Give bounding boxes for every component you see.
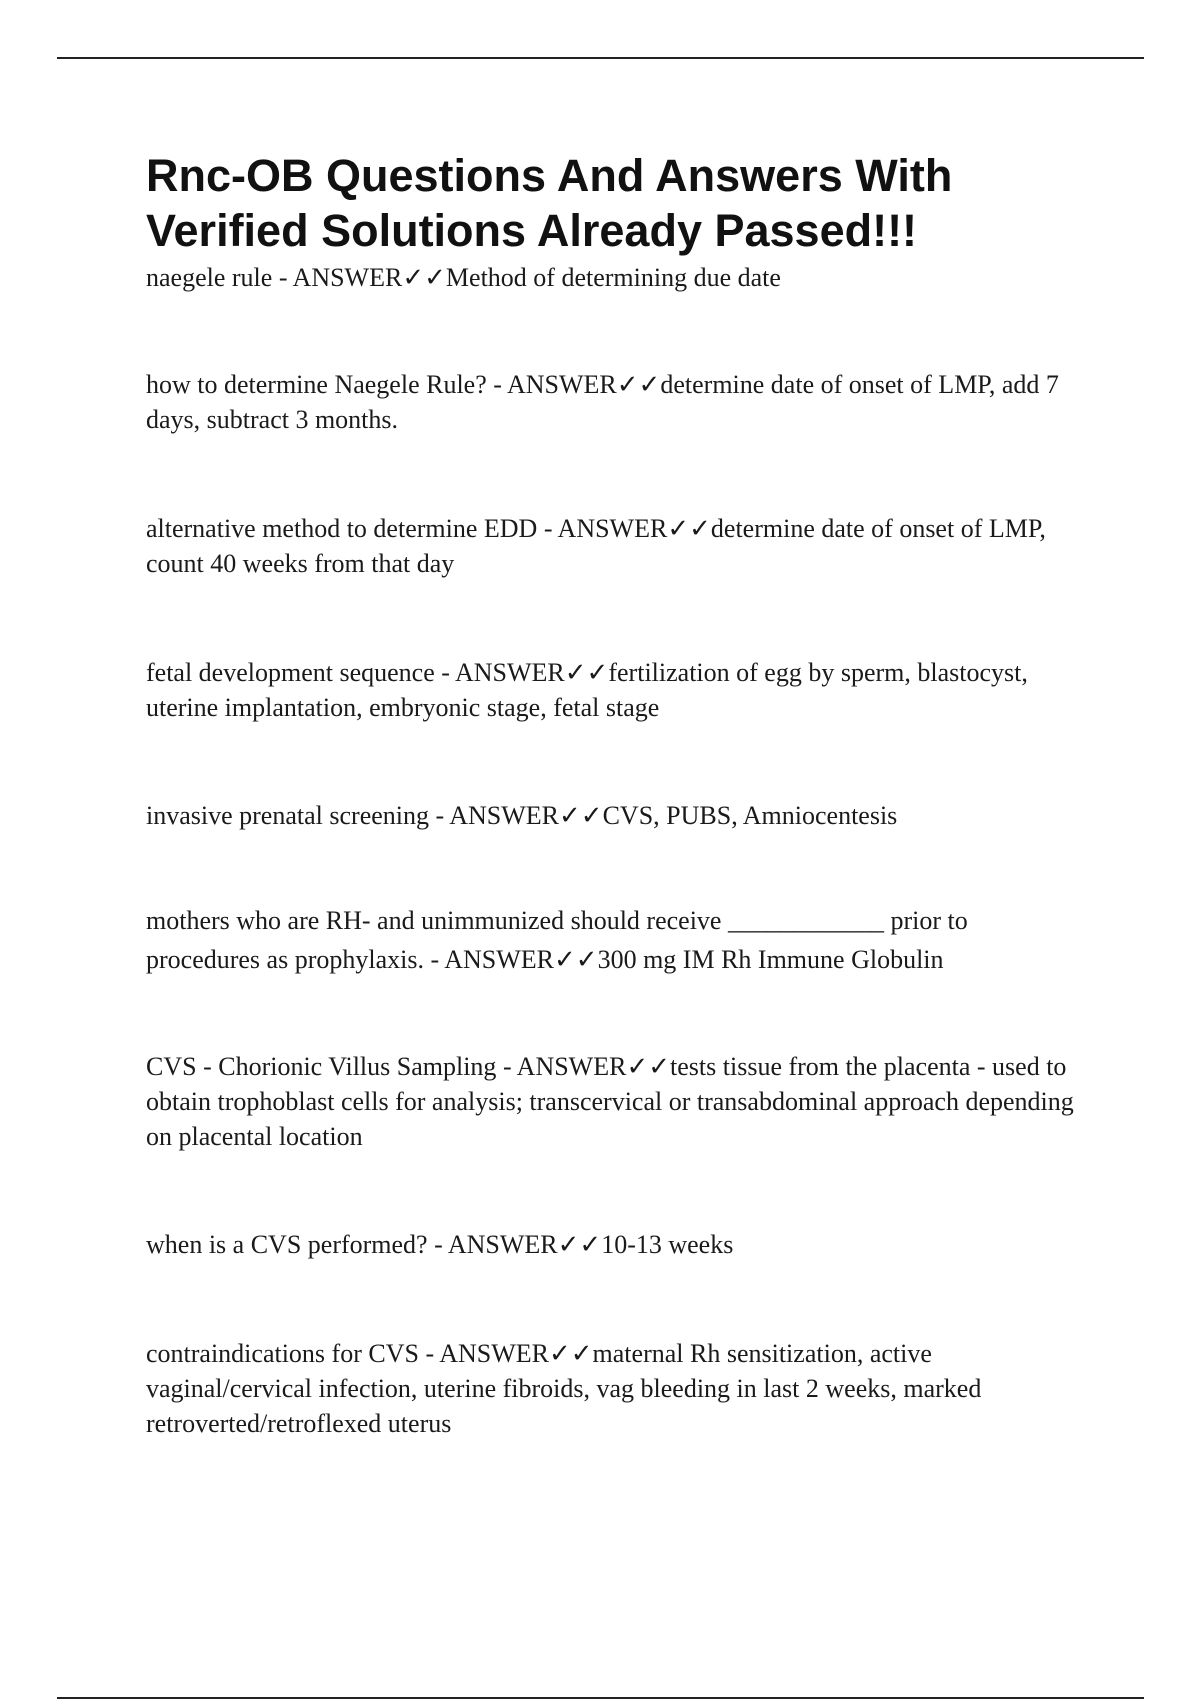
bottom-rule	[57, 1697, 1144, 1699]
document-header	[146, 148, 1086, 258]
separator: -	[429, 801, 450, 830]
separator: -	[427, 1230, 448, 1259]
question-text: contraindications for CVS	[146, 1339, 419, 1368]
separator: -	[434, 658, 455, 687]
question-text: naegele rule	[146, 263, 273, 292]
answer-text: tests tissue from the placenta - used to obtain trophoblast cells for analysis; transcervical or transabdominal approach depending on placental location	[146, 1052, 1074, 1151]
answer-marker: ANSWER✓✓	[557, 514, 711, 543]
answer-marker: ANSWER✓✓	[447, 1230, 602, 1259]
answer-text: Method of determining due date	[445, 263, 781, 292]
qa-item	[146, 901, 1086, 979]
answer-marker: ANSWER✓✓	[439, 1339, 593, 1368]
separator: -	[486, 370, 507, 399]
answer-text: fertilization of egg by sperm, blastocyst, uterine implantation, embryonic stage, fetal stage	[146, 658, 1028, 722]
question-text: how to determine Naegele Rule?	[146, 370, 487, 399]
answer-marker: ANSWER✓✓	[507, 370, 661, 399]
answer-text: 10-13 weeks	[601, 1230, 734, 1259]
answer-text: CVS, PUBS, Amniocentesis	[602, 801, 898, 830]
answer-marker: ANSWER✓✓	[449, 801, 603, 830]
qa-item	[146, 1336, 1086, 1441]
qa-item	[146, 655, 1086, 725]
separator: -	[537, 514, 558, 543]
separator: -	[418, 1339, 440, 1368]
answer-marker: ANSWER✓✓	[455, 658, 609, 687]
qa-item	[146, 260, 1086, 295]
answer-text: 300 mg IM Rh Immune Globulin	[597, 945, 944, 974]
question-text: mothers who are RH- and unimmunized should receive ____________ prior to procedures as prophylaxis.	[146, 906, 968, 974]
answer-text: determine date of onset of LMP, add 7 days, subtract 3 months.	[146, 370, 1059, 434]
question-text: invasive prenatal screening	[146, 801, 429, 830]
question-text: when is a CVS performed?	[146, 1230, 428, 1259]
qa-item	[146, 1049, 1086, 1154]
document-title: Rnc-OB Questions And Answers With Verified Solutions Already Passed!!!	[146, 150, 953, 256]
qa-item	[146, 1227, 1086, 1262]
question-text: alternative method to determine EDD	[146, 514, 538, 543]
answer-text: maternal Rh sensitization, active vaginal/cervical infection, uterine fibroids, vag bleeding in last 2 weeks, marked retroverted/retroflexed uterus	[146, 1339, 982, 1438]
question-text: CVS - Chorionic Villus Sampling	[146, 1052, 497, 1081]
answer-marker: ANSWER✓✓	[516, 1052, 671, 1081]
separator: -	[423, 945, 445, 974]
question-text: fetal development sequence	[146, 658, 435, 687]
top-rule	[57, 57, 1144, 59]
separator: -	[272, 263, 293, 292]
answer-text: determine date of onset of LMP, count 40 weeks from that day	[146, 514, 1046, 578]
separator: -	[496, 1052, 517, 1081]
qa-item	[146, 367, 1086, 437]
qa-item	[146, 798, 1086, 833]
qa-item	[146, 511, 1086, 581]
answer-marker: ANSWER✓✓	[444, 945, 598, 974]
answer-marker: ANSWER✓✓	[292, 263, 446, 292]
